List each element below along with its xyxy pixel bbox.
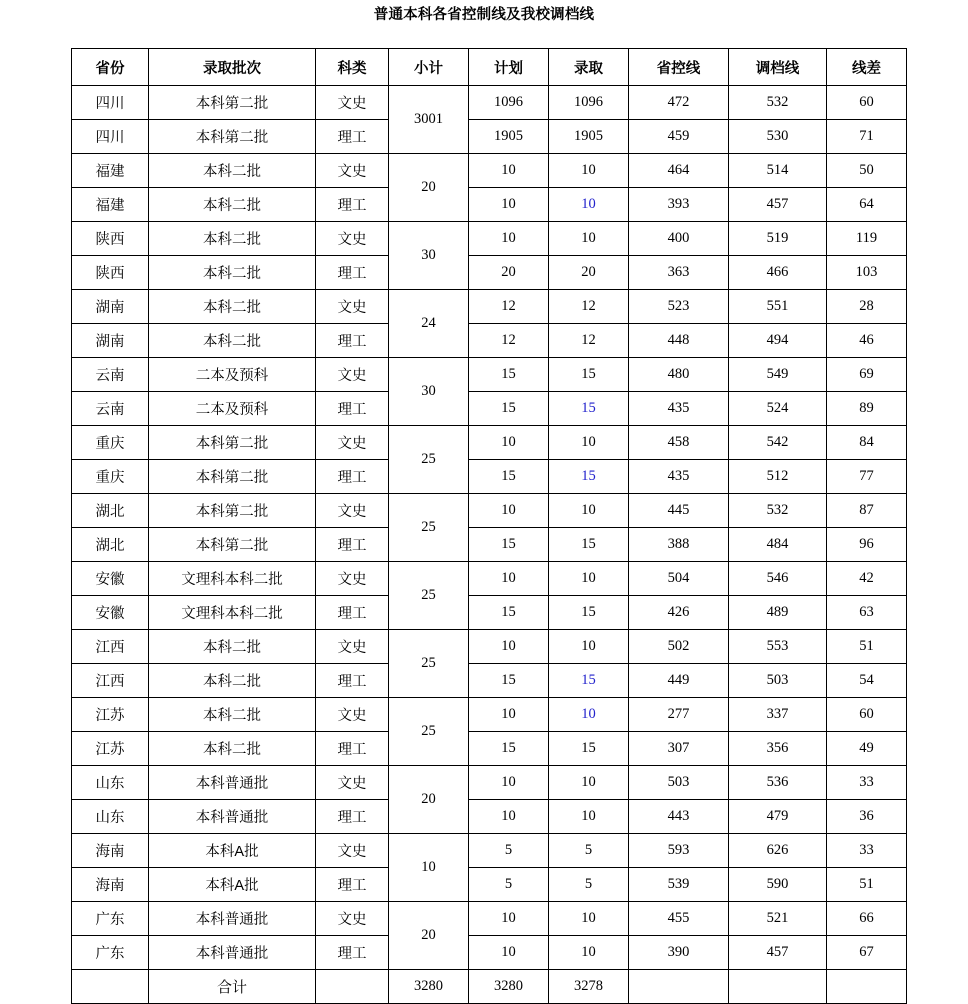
cell-admitted: 12 bbox=[549, 324, 629, 358]
cell-plan: 10 bbox=[469, 562, 549, 596]
total-cell-cut-line bbox=[729, 970, 827, 1004]
cell-province: 重庆 bbox=[72, 460, 149, 494]
cell-category: 文史 bbox=[316, 154, 389, 188]
cell-province: 湖北 bbox=[72, 528, 149, 562]
cell-diff: 67 bbox=[827, 936, 907, 970]
table-row bbox=[72, 766, 907, 800]
cell-category: 文史 bbox=[316, 562, 389, 596]
cell-category: 理工 bbox=[316, 800, 389, 834]
cell-plan: 10 bbox=[469, 630, 549, 664]
cell-province-line: 445 bbox=[629, 494, 729, 528]
cell-province-line: 502 bbox=[629, 630, 729, 664]
cell-cut-line: 512 bbox=[729, 460, 827, 494]
cell-province: 重庆 bbox=[72, 426, 149, 460]
total-row bbox=[72, 970, 907, 1004]
cell-category: 理工 bbox=[316, 936, 389, 970]
table-row bbox=[72, 528, 907, 562]
admissions-table bbox=[71, 48, 907, 1004]
cell-plan: 10 bbox=[469, 188, 549, 222]
cell-cut-line: 546 bbox=[729, 562, 827, 596]
column-header-cut-line: 调档线 bbox=[729, 49, 827, 86]
cell-subtotal: 20 bbox=[389, 766, 469, 834]
cell-subtotal: 25 bbox=[389, 698, 469, 766]
cell-province: 福建 bbox=[72, 154, 149, 188]
table-row bbox=[72, 426, 907, 460]
cell-admitted: 15 bbox=[549, 460, 629, 494]
cell-province: 山东 bbox=[72, 800, 149, 834]
cell-category: 理工 bbox=[316, 528, 389, 562]
cell-cut-line: 494 bbox=[729, 324, 827, 358]
cell-province: 江苏 bbox=[72, 732, 149, 766]
cell-province: 四川 bbox=[72, 86, 149, 120]
cell-category: 文史 bbox=[316, 290, 389, 324]
total-cell-subtotal: 3280 bbox=[389, 970, 469, 1004]
cell-plan: 15 bbox=[469, 732, 549, 766]
cell-cut-line: 542 bbox=[729, 426, 827, 460]
cell-province: 湖北 bbox=[72, 494, 149, 528]
cell-province-line: 455 bbox=[629, 902, 729, 936]
cell-province-line: 458 bbox=[629, 426, 729, 460]
cell-admitted: 10 bbox=[549, 154, 629, 188]
table-body bbox=[72, 86, 907, 1004]
column-header-plan: 计划 bbox=[469, 49, 549, 86]
table-row bbox=[72, 868, 907, 902]
cell-diff: 49 bbox=[827, 732, 907, 766]
cell-admitted: 20 bbox=[549, 256, 629, 290]
cell-province-line: 400 bbox=[629, 222, 729, 256]
cell-admitted: 5 bbox=[549, 834, 629, 868]
cell-category: 理工 bbox=[316, 732, 389, 766]
cell-diff: 36 bbox=[827, 800, 907, 834]
cell-diff: 103 bbox=[827, 256, 907, 290]
cell-batch: 本科第二批 bbox=[149, 426, 316, 460]
cell-cut-line: 551 bbox=[729, 290, 827, 324]
cell-cut-line: 553 bbox=[729, 630, 827, 664]
table-row bbox=[72, 460, 907, 494]
cell-plan: 5 bbox=[469, 834, 549, 868]
cell-diff: 28 bbox=[827, 290, 907, 324]
cell-batch: 本科二批 bbox=[149, 290, 316, 324]
table-row bbox=[72, 290, 907, 324]
cell-province: 福建 bbox=[72, 188, 149, 222]
cell-province-line: 363 bbox=[629, 256, 729, 290]
cell-plan: 15 bbox=[469, 664, 549, 698]
cell-subtotal: 30 bbox=[389, 222, 469, 290]
total-label: 合计 bbox=[149, 970, 316, 1004]
table-row bbox=[72, 834, 907, 868]
cell-plan: 20 bbox=[469, 256, 549, 290]
cell-plan: 10 bbox=[469, 766, 549, 800]
cell-batch: 本科二批 bbox=[149, 732, 316, 766]
cell-admitted: 5 bbox=[549, 868, 629, 902]
cell-admitted: 10 bbox=[549, 222, 629, 256]
cell-plan: 5 bbox=[469, 868, 549, 902]
cell-diff: 51 bbox=[827, 868, 907, 902]
cell-cut-line: 590 bbox=[729, 868, 827, 902]
cell-batch: 本科二批 bbox=[149, 664, 316, 698]
cell-plan: 15 bbox=[469, 460, 549, 494]
table-row bbox=[72, 698, 907, 732]
table-row bbox=[72, 596, 907, 630]
cell-subtotal: 20 bbox=[389, 902, 469, 970]
cell-cut-line: 479 bbox=[729, 800, 827, 834]
cell-province: 安徽 bbox=[72, 596, 149, 630]
cell-category: 理工 bbox=[316, 868, 389, 902]
column-header-batch: 录取批次 bbox=[149, 49, 316, 86]
table-row bbox=[72, 800, 907, 834]
cell-cut-line: 521 bbox=[729, 902, 827, 936]
cell-category: 理工 bbox=[316, 324, 389, 358]
cell-plan: 10 bbox=[469, 800, 549, 834]
cell-plan: 10 bbox=[469, 154, 549, 188]
cell-admitted: 10 bbox=[549, 800, 629, 834]
cell-subtotal: 20 bbox=[389, 154, 469, 222]
cell-batch: 本科二批 bbox=[149, 630, 316, 664]
header-row bbox=[72, 49, 907, 86]
cell-diff: 64 bbox=[827, 188, 907, 222]
cell-province-line: 459 bbox=[629, 120, 729, 154]
cell-admitted: 15 bbox=[549, 664, 629, 698]
cell-category: 文史 bbox=[316, 222, 389, 256]
cell-subtotal: 25 bbox=[389, 630, 469, 698]
cell-diff: 33 bbox=[827, 834, 907, 868]
cell-category: 理工 bbox=[316, 596, 389, 630]
cell-cut-line: 530 bbox=[729, 120, 827, 154]
cell-batch: 本科二批 bbox=[149, 188, 316, 222]
cell-batch: 本科二批 bbox=[149, 222, 316, 256]
cell-diff: 63 bbox=[827, 596, 907, 630]
cell-province: 江西 bbox=[72, 664, 149, 698]
cell-diff: 87 bbox=[827, 494, 907, 528]
cell-category: 理工 bbox=[316, 460, 389, 494]
cell-batch: 本科A批 bbox=[149, 868, 316, 902]
cell-admitted: 15 bbox=[549, 528, 629, 562]
column-header-category: 科类 bbox=[316, 49, 389, 86]
cell-batch: 本科普通批 bbox=[149, 902, 316, 936]
cell-province: 江西 bbox=[72, 630, 149, 664]
admissions-table-container bbox=[71, 48, 906, 1004]
cell-admitted: 15 bbox=[549, 732, 629, 766]
cell-plan: 10 bbox=[469, 936, 549, 970]
cell-cut-line: 626 bbox=[729, 834, 827, 868]
cell-admitted: 10 bbox=[549, 188, 629, 222]
cell-admitted: 1905 bbox=[549, 120, 629, 154]
cell-province-line: 480 bbox=[629, 358, 729, 392]
cell-admitted: 10 bbox=[549, 630, 629, 664]
cell-province: 江苏 bbox=[72, 698, 149, 732]
cell-category: 文史 bbox=[316, 426, 389, 460]
cell-admitted: 12 bbox=[549, 290, 629, 324]
column-header-province-line: 省控线 bbox=[629, 49, 729, 86]
cell-diff: 54 bbox=[827, 664, 907, 698]
cell-admitted: 10 bbox=[549, 562, 629, 596]
cell-batch: 本科第二批 bbox=[149, 460, 316, 494]
cell-province-line: 464 bbox=[629, 154, 729, 188]
cell-province: 海南 bbox=[72, 834, 149, 868]
cell-admitted: 1096 bbox=[549, 86, 629, 120]
table-row bbox=[72, 358, 907, 392]
cell-subtotal: 24 bbox=[389, 290, 469, 358]
cell-category: 理工 bbox=[316, 256, 389, 290]
cell-province-line: 307 bbox=[629, 732, 729, 766]
cell-batch: 本科第二批 bbox=[149, 120, 316, 154]
cell-province-line: 503 bbox=[629, 766, 729, 800]
cell-diff: 119 bbox=[827, 222, 907, 256]
cell-category: 文史 bbox=[316, 834, 389, 868]
cell-batch: 本科二批 bbox=[149, 256, 316, 290]
cell-batch: 二本及预科 bbox=[149, 392, 316, 426]
cell-admitted: 10 bbox=[549, 494, 629, 528]
cell-province: 云南 bbox=[72, 392, 149, 426]
table-header bbox=[72, 49, 907, 86]
cell-subtotal: 25 bbox=[389, 426, 469, 494]
cell-province-line: 523 bbox=[629, 290, 729, 324]
cell-batch: 本科A批 bbox=[149, 834, 316, 868]
page-title: 普通本科各省控制线及我校调档线 bbox=[373, 7, 595, 23]
cell-cut-line: 536 bbox=[729, 766, 827, 800]
cell-province-line: 435 bbox=[629, 392, 729, 426]
cell-cut-line: 549 bbox=[729, 358, 827, 392]
cell-diff: 89 bbox=[827, 392, 907, 426]
cell-plan: 15 bbox=[469, 528, 549, 562]
cell-province-line: 539 bbox=[629, 868, 729, 902]
table-row bbox=[72, 86, 907, 120]
cell-batch: 二本及预科 bbox=[149, 358, 316, 392]
cell-category: 理工 bbox=[316, 392, 389, 426]
cell-cut-line: 356 bbox=[729, 732, 827, 766]
column-header-subtotal: 小计 bbox=[389, 49, 469, 86]
cell-province-line: 504 bbox=[629, 562, 729, 596]
cell-diff: 71 bbox=[827, 120, 907, 154]
cell-diff: 77 bbox=[827, 460, 907, 494]
table-row bbox=[72, 256, 907, 290]
cell-province-line: 593 bbox=[629, 834, 729, 868]
cell-plan: 10 bbox=[469, 494, 549, 528]
cell-province-line: 435 bbox=[629, 460, 729, 494]
cell-batch: 本科普通批 bbox=[149, 936, 316, 970]
column-header-diff: 线差 bbox=[827, 49, 907, 86]
cell-diff: 96 bbox=[827, 528, 907, 562]
cell-category: 文史 bbox=[316, 698, 389, 732]
cell-cut-line: 337 bbox=[729, 698, 827, 732]
cell-plan: 15 bbox=[469, 596, 549, 630]
cell-diff: 69 bbox=[827, 358, 907, 392]
cell-cut-line: 532 bbox=[729, 86, 827, 120]
cell-province: 湖南 bbox=[72, 290, 149, 324]
cell-cut-line: 524 bbox=[729, 392, 827, 426]
cell-province: 陕西 bbox=[72, 222, 149, 256]
cell-plan: 10 bbox=[469, 902, 549, 936]
table-row bbox=[72, 392, 907, 426]
cell-province: 陕西 bbox=[72, 256, 149, 290]
cell-category: 文史 bbox=[316, 630, 389, 664]
cell-batch: 本科二批 bbox=[149, 698, 316, 732]
cell-cut-line: 532 bbox=[729, 494, 827, 528]
cell-batch: 本科第二批 bbox=[149, 86, 316, 120]
total-cell-category bbox=[316, 970, 389, 1004]
total-cell-plan: 3280 bbox=[469, 970, 549, 1004]
cell-cut-line: 489 bbox=[729, 596, 827, 630]
table-row bbox=[72, 494, 907, 528]
cell-province: 安徽 bbox=[72, 562, 149, 596]
cell-category: 文史 bbox=[316, 902, 389, 936]
cell-diff: 51 bbox=[827, 630, 907, 664]
cell-plan: 1096 bbox=[469, 86, 549, 120]
cell-subtotal: 30 bbox=[389, 358, 469, 426]
cell-province-line: 426 bbox=[629, 596, 729, 630]
cell-province: 云南 bbox=[72, 358, 149, 392]
cell-cut-line: 484 bbox=[729, 528, 827, 562]
cell-diff: 60 bbox=[827, 698, 907, 732]
cell-plan: 12 bbox=[469, 324, 549, 358]
cell-plan: 10 bbox=[469, 426, 549, 460]
cell-province: 四川 bbox=[72, 120, 149, 154]
cell-admitted: 10 bbox=[549, 936, 629, 970]
cell-category: 理工 bbox=[316, 120, 389, 154]
cell-batch: 本科普通批 bbox=[149, 800, 316, 834]
cell-plan: 15 bbox=[469, 358, 549, 392]
total-cell-province-line bbox=[629, 970, 729, 1004]
cell-province-line: 388 bbox=[629, 528, 729, 562]
table-row bbox=[72, 936, 907, 970]
cell-province-line: 390 bbox=[629, 936, 729, 970]
cell-admitted: 10 bbox=[549, 426, 629, 460]
cell-admitted: 15 bbox=[549, 358, 629, 392]
cell-category: 文史 bbox=[316, 766, 389, 800]
cell-batch: 本科普通批 bbox=[149, 766, 316, 800]
table-row bbox=[72, 120, 907, 154]
cell-province-line: 472 bbox=[629, 86, 729, 120]
cell-batch: 本科二批 bbox=[149, 154, 316, 188]
cell-diff: 50 bbox=[827, 154, 907, 188]
cell-cut-line: 466 bbox=[729, 256, 827, 290]
cell-plan: 10 bbox=[469, 698, 549, 732]
cell-province-line: 393 bbox=[629, 188, 729, 222]
cell-batch: 本科第二批 bbox=[149, 494, 316, 528]
cell-admitted: 15 bbox=[549, 596, 629, 630]
cell-cut-line: 519 bbox=[729, 222, 827, 256]
table-row bbox=[72, 732, 907, 766]
cell-province-line: 277 bbox=[629, 698, 729, 732]
cell-batch: 本科二批 bbox=[149, 324, 316, 358]
cell-batch: 本科第二批 bbox=[149, 528, 316, 562]
total-cell-province bbox=[72, 970, 149, 1004]
cell-diff: 60 bbox=[827, 86, 907, 120]
cell-diff: 84 bbox=[827, 426, 907, 460]
cell-province: 广东 bbox=[72, 936, 149, 970]
cell-subtotal: 3001 bbox=[389, 86, 469, 154]
cell-subtotal: 10 bbox=[389, 834, 469, 902]
table-row bbox=[72, 630, 907, 664]
table-row bbox=[72, 324, 907, 358]
cell-category: 文史 bbox=[316, 494, 389, 528]
cell-category: 文史 bbox=[316, 86, 389, 120]
cell-category: 理工 bbox=[316, 664, 389, 698]
cell-admitted: 10 bbox=[549, 698, 629, 732]
total-cell-diff bbox=[827, 970, 907, 1004]
cell-diff: 42 bbox=[827, 562, 907, 596]
cell-cut-line: 514 bbox=[729, 154, 827, 188]
cell-plan: 12 bbox=[469, 290, 549, 324]
table-row bbox=[72, 154, 907, 188]
cell-admitted: 15 bbox=[549, 392, 629, 426]
table-row bbox=[72, 562, 907, 596]
cell-diff: 66 bbox=[827, 902, 907, 936]
cell-batch: 文理科本科二批 bbox=[149, 562, 316, 596]
cell-cut-line: 457 bbox=[729, 188, 827, 222]
table-row bbox=[72, 188, 907, 222]
column-header-admitted: 录取 bbox=[549, 49, 629, 86]
cell-plan: 1905 bbox=[469, 120, 549, 154]
cell-batch: 文理科本科二批 bbox=[149, 596, 316, 630]
cell-category: 理工 bbox=[316, 188, 389, 222]
cell-province-line: 449 bbox=[629, 664, 729, 698]
cell-province-line: 448 bbox=[629, 324, 729, 358]
cell-province: 广东 bbox=[72, 902, 149, 936]
table-row bbox=[72, 902, 907, 936]
table-row bbox=[72, 222, 907, 256]
cell-subtotal: 25 bbox=[389, 562, 469, 630]
cell-cut-line: 503 bbox=[729, 664, 827, 698]
cell-plan: 10 bbox=[469, 222, 549, 256]
cell-province: 山东 bbox=[72, 766, 149, 800]
cell-diff: 33 bbox=[827, 766, 907, 800]
cell-province-line: 443 bbox=[629, 800, 729, 834]
total-cell-admitted: 3278 bbox=[549, 970, 629, 1004]
table-row bbox=[72, 664, 907, 698]
cell-subtotal: 25 bbox=[389, 494, 469, 562]
cell-cut-line: 457 bbox=[729, 936, 827, 970]
cell-province: 湖南 bbox=[72, 324, 149, 358]
column-header-province: 省份 bbox=[72, 49, 149, 86]
cell-admitted: 10 bbox=[549, 902, 629, 936]
cell-plan: 15 bbox=[469, 392, 549, 426]
cell-province: 海南 bbox=[72, 868, 149, 902]
cell-admitted: 10 bbox=[549, 766, 629, 800]
cell-category: 文史 bbox=[316, 358, 389, 392]
cell-diff: 46 bbox=[827, 324, 907, 358]
